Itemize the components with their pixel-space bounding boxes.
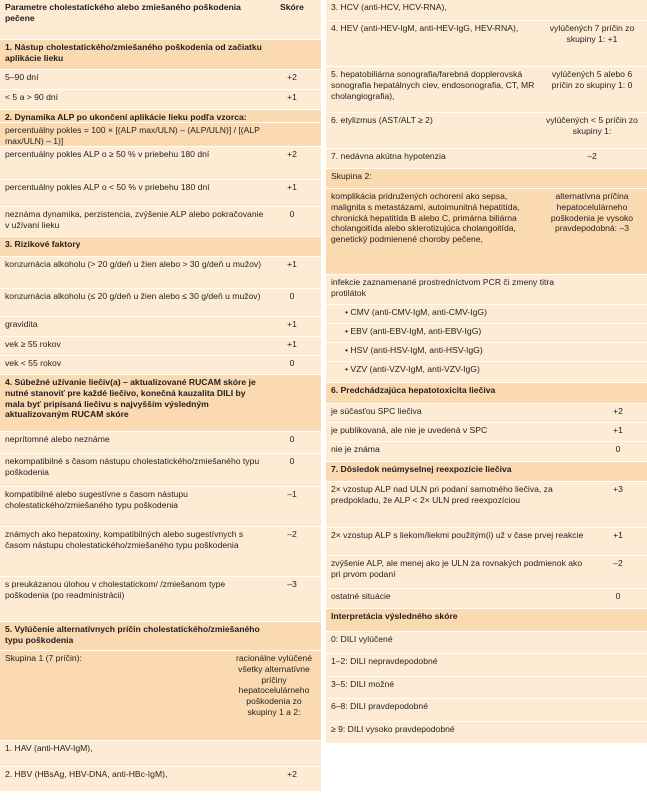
table-row: [326, 482, 647, 528]
table-row: [326, 189, 647, 275]
row-score: +2: [613, 406, 623, 416]
row-text: komplikácia pridružených ochorení ako sepsa, malignita s metastázami, autoimunitná hepatitída, chronická hepatitída B alebo C, primárna biliárna cholangoitída alebo sklerotizujúca cholangoitída, genetický podmienené choroby pečene,: [331, 191, 520, 245]
table-row: [326, 462, 647, 482]
row-text: 0: DILI vylúčené: [331, 634, 393, 644]
row-text: Skupina 2:: [331, 171, 372, 181]
table-row: [326, 113, 647, 149]
row-text: nekompatibilné s časom nástupu cholestatického/zmiešaného typu poškodenia: [5, 456, 260, 477]
table-row: [326, 589, 647, 609]
row-text: gravidita: [5, 319, 38, 329]
row-score: 0: [289, 209, 295, 219]
row-text: ostatné situácie: [331, 591, 391, 601]
row-text: • EBV (anti-EBV-IgM, anti-EBV-IgG): [345, 326, 482, 336]
row-score: +1: [287, 259, 297, 269]
row-text: 3. HCV (anti-HCV, HCV-RNA),: [331, 2, 447, 12]
table-row: [326, 169, 647, 189]
table-row: [0, 207, 321, 237]
row-text: 5–90 dní: [5, 72, 39, 82]
row-text: Parametre cholestatického alebo zmiešaného poškodenia pečene: [5, 2, 241, 23]
row-text: 7. Dôsledok neúmyselnej reexpozície liečiva: [331, 464, 512, 474]
row-score: +2: [287, 72, 297, 82]
row-score: +2: [287, 769, 297, 779]
row-score: vylúčených < 5 príčin zo skupiny 1:: [546, 115, 638, 136]
table-row: [0, 317, 321, 337]
row-text: infekcie zaznamenané prostredníctvom PCR či zmeny titra protilátok: [331, 277, 555, 298]
left-column: [0, 0, 321, 800]
row-text: 2. HBV (HBsAg, HBV-DNA, anti-HBc-IgM),: [5, 769, 168, 779]
table-row: [326, 722, 647, 744]
table-row: [0, 0, 321, 40]
table-row: [0, 90, 321, 110]
row-score: +1: [613, 425, 623, 435]
table-row: [326, 404, 647, 423]
table-row: [326, 21, 647, 67]
row-text: Interpretácia výsledného skóre: [331, 611, 458, 621]
row-score: +2: [287, 149, 297, 159]
table-row: [0, 767, 321, 792]
table-row: [0, 70, 321, 90]
row-score: 0: [289, 434, 295, 444]
row-text: 6. Predchádzajúca hepatotoxicita liečiva: [331, 385, 496, 395]
row-text: kompatibilné alebo sugestívne s časom nástupu cholestatického/zmiešaného typu poškodenia: [5, 489, 188, 510]
row-text: 5. Vylúčenie alternatívnych príčin cholestatického/zmiešaného typu poškodenia: [5, 624, 260, 645]
table-row: [326, 699, 647, 722]
table-row: [326, 149, 647, 169]
table-row: [326, 677, 647, 699]
table-row: [326, 442, 647, 462]
row-score: vylúčených 5 alebo 6 príčin zo skupiny 1: 0: [551, 69, 633, 90]
table-row: [0, 356, 321, 375]
row-score: +1: [287, 319, 297, 329]
table-row: [0, 110, 321, 123]
row-score: +1: [613, 530, 623, 540]
table-row: [326, 0, 647, 21]
row-text: je publikovaná, ale nie je uvedená v SPC: [331, 425, 488, 435]
table-row: [0, 40, 321, 70]
table-row: [0, 651, 321, 741]
row-text: • CMV (anti-CMV-IgM, anti-CMV-IgG): [345, 307, 487, 317]
row-score: 0: [289, 291, 295, 301]
row-text: je súčasťou SPC liečiva: [331, 406, 422, 416]
table-row: [326, 632, 647, 654]
right-column: [326, 0, 647, 800]
row-text: 4. HEV (anti-HEV-IgM, anti-HEV-IgG, HEV-RNA),: [331, 23, 519, 33]
table-row: [326, 609, 647, 632]
row-score: 0: [615, 444, 621, 454]
row-text: neznáma dynamika, perzistencia, zvýšenie ALP alebo pokračovanie v užívaní lieku: [5, 209, 264, 230]
row-text: konzumácia alkoholu (≤ 20 g/deň u žien alebo ≤ 30 g/deň u mužov): [5, 291, 261, 301]
table-row: [326, 305, 647, 324]
row-text: 3. Rizikové faktory: [5, 239, 81, 249]
row-score: racionálne vylúčené všetky alternatívne príčiny hepatocelulárneho poškodenia zo skupiny 1 a 2:: [236, 653, 312, 718]
row-text: neprítomné alebo neznáme: [5, 434, 110, 444]
row-text: < 5 a > 90 dní: [5, 92, 59, 102]
row-text: 6. etylizmus (AST/ALT ≥ 2): [331, 115, 433, 125]
table-row: [326, 383, 647, 404]
row-score: +1: [287, 339, 297, 349]
table-row: [0, 622, 321, 651]
row-text: známych ako hepatoxiny, kompatibilných alebo sugestívnych s časom nástupu cholestatického/zmiešaného typu poškodenia: [5, 529, 244, 550]
row-score: alternatívna príčina hepatocelulárneho poškodenia je vysoko pravdepodobná: –3: [550, 191, 634, 234]
table-row: [326, 324, 647, 343]
table-row: [326, 362, 647, 383]
row-score: vylúčených 7 príčin zo skupiny 1: +1: [549, 23, 635, 44]
row-text: konzumácia alkoholu (> 20 g/deň u žien alebo > 30 g/deň u mužov): [5, 259, 262, 269]
row-score: 0: [289, 358, 295, 368]
table-row: [0, 257, 321, 289]
table-row: [326, 343, 647, 362]
table-row: [0, 289, 321, 317]
row-text: • VZV (anti-VZV-IgM, anti-VZV-IgG): [345, 364, 480, 374]
table-row: [326, 528, 647, 556]
table-row: [0, 375, 321, 432]
table-row: [0, 147, 321, 180]
row-text: s preukázanou úlohou v cholestatickom/ /zmiešanom type poškodenia (po readministrácii): [5, 579, 226, 600]
row-text: 2. Dynamika ALP po ukončení aplikácie lieku podľa vzorca:: [5, 112, 247, 122]
row-text: 1–2: DILI nepravdepodobné: [331, 656, 438, 666]
row-text: 6–8: DILI pravdepodobné: [331, 701, 428, 711]
table-row: [0, 237, 321, 257]
row-text: 1. Nástup cholestatického/zmiešaného poškodenia od začiatku aplikácie lieku: [5, 42, 262, 63]
table-row: [0, 337, 321, 356]
row-text: 3–5: DILI možné: [331, 679, 395, 689]
table-row: [0, 123, 321, 147]
row-score: –1: [287, 489, 297, 499]
row-text: vek < 55 rokov: [5, 358, 62, 368]
row-text: vek ≥ 55 rokov: [5, 339, 61, 349]
row-text: 4. Súbežné užívanie liečiv(a) – aktualizované RUCAM skóre je nutné stanoviť pre každé liečivo, konečná kauzalita DILI by mala byť pripísaná liečivu s najvyšším výsledným aktualizovaným RUCAM skóre: [5, 377, 256, 420]
row-score: +1: [287, 182, 297, 192]
row-score: +3: [613, 484, 623, 494]
row-text: 1. HAV (anti-HAV-IgM),: [5, 743, 93, 753]
table-row: [0, 527, 321, 577]
row-score: –2: [613, 558, 623, 568]
table-row: [0, 180, 321, 207]
row-text: percentuálny pokles ALP o < 50 % v priebehu 180 dní: [5, 182, 210, 192]
row-text: 7. nedávna akútna hypotenzia: [331, 151, 446, 161]
row-text: 2× vzostup ALP nad ULN pri podaní samotného liečiva, za predpokladu, že ALP < 2× ULN pred reexpozíciou: [331, 484, 553, 505]
row-text: • HSV (anti-HSV-IgM, anti-HSV-IgG): [345, 345, 483, 355]
row-text: zvýšenie ALP, ale menej ako je ULN za rovnakých podmienok ako pri prvom podaní: [331, 558, 583, 579]
table-row: [0, 741, 321, 767]
table-row: [326, 423, 647, 442]
row-score: Skóre: [280, 2, 304, 12]
row-text: Skupina 1 (7 príčin):: [5, 653, 82, 663]
row-score: –2: [287, 529, 297, 539]
row-score: –3: [287, 579, 297, 589]
table-row: [326, 556, 647, 589]
row-text: ≥ 9: DILI vysoko pravdepodobné: [331, 724, 455, 734]
table-row: [0, 577, 321, 622]
row-score: 0: [289, 456, 295, 466]
row-text: percentuálny pokles ALP o ≥ 50 % v priebehu 180 dní: [5, 149, 210, 159]
row-score: 0: [615, 591, 621, 601]
row-text: nie je známa: [331, 444, 380, 454]
row-score: –2: [587, 151, 597, 161]
row-text: 2× vzostup ALP s liekom/liekmi použitým(i) už v čase prvej reakcie: [331, 530, 584, 540]
table-row: [326, 654, 647, 677]
table-row: [0, 432, 321, 454]
table-row: [326, 275, 647, 305]
row-score: +1: [287, 92, 297, 102]
table-row: [326, 67, 647, 113]
table-row: [0, 487, 321, 527]
row-text: 5. hepatobiliárna sonografia/farebná dopplerovská sonografia hepatálnych ciev, endosonografia, CT, MR cholangiografia),: [331, 69, 535, 101]
table-row: [0, 454, 321, 487]
row-text: percentuálny pokles = 100 × [(ALP max/ULN) – (ALP/ULN)] / [(ALP max/ULN) – 1)]: [5, 125, 260, 146]
